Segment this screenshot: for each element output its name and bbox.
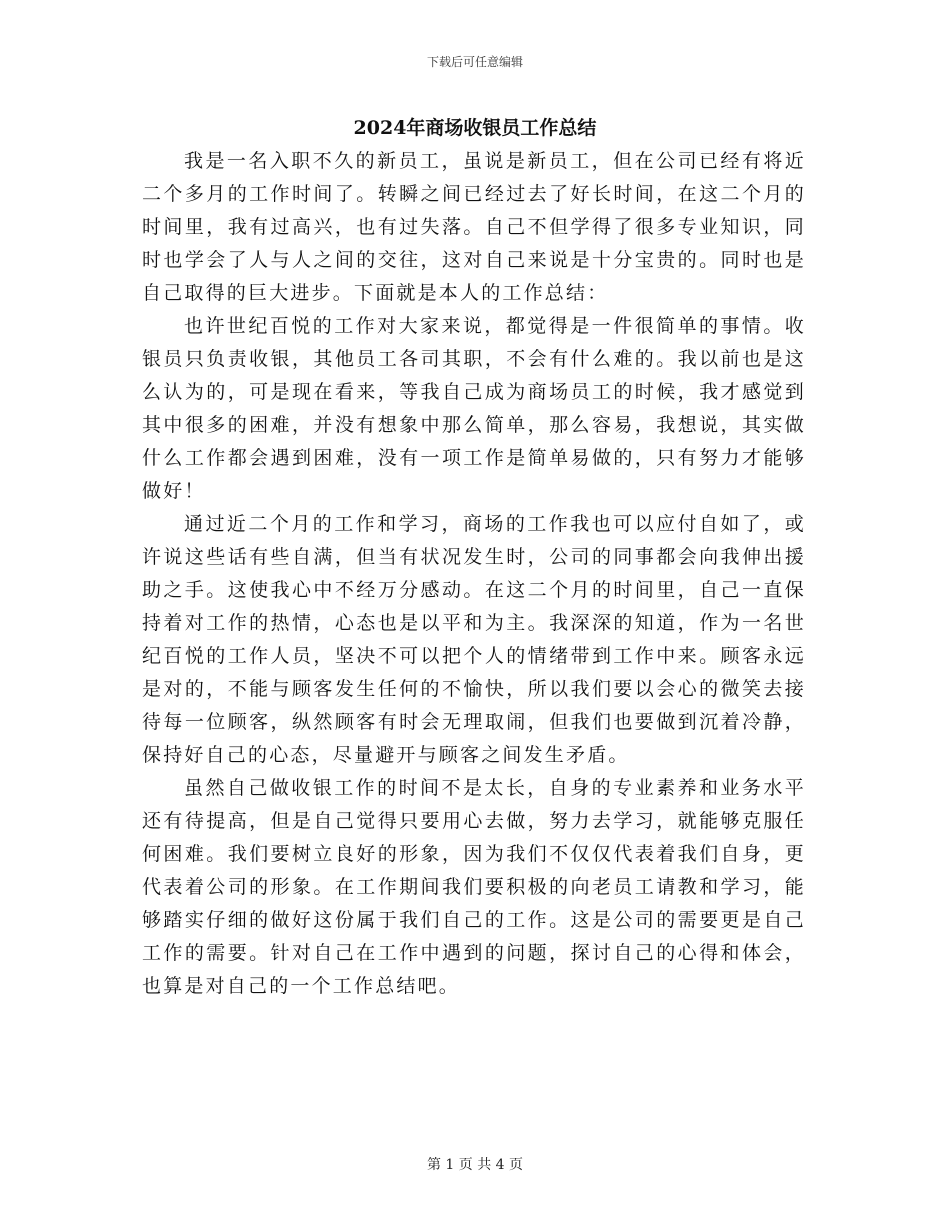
paragraph-3: 通过近二个月的工作和学习，商场的工作我也可以应付自如了，或许说这些话有些自满，但当有状况发生时，公司的同事都会向我伸出援助之手。这使我心中不经万分感动。在这二个月的时间里，自己一直保持着对工作的热情，心态也是以平和为主。我深深的知道，作为一名世纪百悦的工作人员，坚决不可以把个人的情绪带到工作中来。顾客永远是对的，不能与顾客发生任何的不愉快，所以我们要以会心的微笑去接待每一位顾客，纵然顾客有时会无理取闹，但我们也要做到沉着冷静，保持好自己的心态，尽量避开与顾客之间发生矛盾。 bbox=[142, 513, 806, 766]
page-number: 第 1 页 共 4 页 bbox=[426, 1157, 524, 1173]
paragraph-4: 虽然自己做收银工作的时间不是太长，自身的专业素养和业务水平还有待提高，但是自己觉得只要用心去做，努力去学习，就能够克服任何困难。我们要树立良好的形象，因为我们不仅仅代表着我们自身，更代表着公司的形象。在工作期间我们要积极的向老员工请教和学习，能够踏实仔细的做好这份属于我们自己的工作。这是公司的需要更是自己工作的需要。针对自己在工作中遇到的问题，探讨自己的心得和体会，也算是对自己的一个工作总结吧。 bbox=[142, 777, 806, 997]
document-body bbox=[142, 145, 806, 1003]
paragraph-1: 我是一名入职不久的新员工，虽说是新员工，但在公司已经有将近二个多月的工作时间了。转瞬之间已经过去了好长时间，在这二个月的时间里，我有过高兴，也有过失落。自己不但学得了很多专业知识，同时也学会了人与人之间的交往，这对自己来说是十分宝贵的。同时也是自己取得的巨大进步。下面就是本人的工作总结： bbox=[142, 150, 806, 304]
document-title: 2024年商场收银员工作总结 bbox=[353, 117, 597, 139]
paragraph-2: 也许世纪百悦的工作对大家来说，都觉得是一件很简单的事情。收银员只负责收银，其他员工各司其职，不会有什么难的。我以前也是这么认为的，可是现在看来，等我自己成为商场员工的时候，我才感觉到其中很多的困难，并没有想象中那么简单，那么容易，我想说，其实做什么工作都会遇到困难，没有一项工作是简单易做的，只有努力才能够做好！ bbox=[142, 315, 806, 502]
page-header-note: 下载后可任意编辑 bbox=[426, 55, 523, 69]
